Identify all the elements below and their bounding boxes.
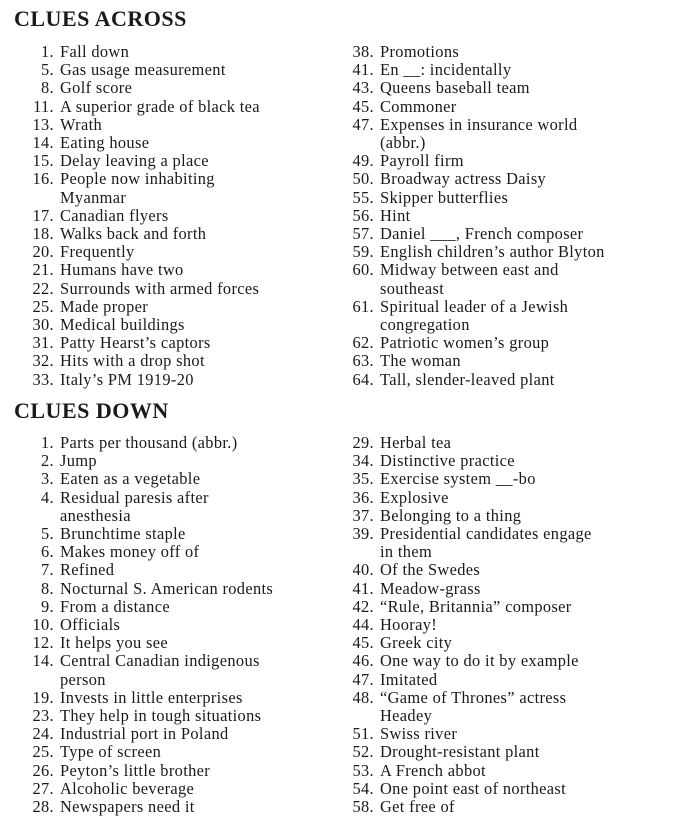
- clue-number: 12.: [32, 633, 54, 653]
- clue-number: 29.: [352, 433, 374, 452]
- clue-text-continuation: congregation: [380, 315, 470, 335]
- clue-number: 43.: [352, 78, 374, 98]
- clue-number: 14.: [32, 651, 54, 671]
- clue-text: Exercise system __-bo: [380, 469, 536, 489]
- clue-number: 19.: [32, 687, 54, 707]
- clue-text: En __: incidentally: [380, 60, 512, 80]
- clue-number: 16.: [32, 169, 54, 189]
- clue-item: [336, 116, 605, 134]
- clue-text: Commoner: [380, 96, 457, 116]
- clue-text: Promotions: [380, 42, 460, 61]
- clue-item: [12, 452, 273, 470]
- clue-text: It helps you see: [60, 633, 169, 653]
- clue-item: [12, 79, 260, 97]
- clue-item: [336, 371, 605, 389]
- clue-item: [12, 134, 260, 152]
- clue-number: 55.: [352, 187, 374, 207]
- clue-text: Parts per thousand (abbr.): [60, 433, 238, 452]
- clue-number: 24.: [32, 724, 54, 744]
- clue-number: 61.: [352, 296, 374, 316]
- clue-text: Belonging to a thing: [380, 505, 522, 525]
- clue-number: 21.: [32, 260, 54, 280]
- down-clues-left-column: [12, 434, 273, 816]
- clue-text: Newspapers need it: [60, 797, 195, 817]
- clue-number: 25.: [32, 296, 54, 316]
- clue-item: [336, 652, 592, 670]
- clue-text-continuation: southeast: [380, 278, 445, 298]
- clue-item: [12, 689, 273, 707]
- clue-number: 41.: [352, 578, 374, 598]
- clue-item: [336, 61, 605, 79]
- clue-number: 38.: [352, 42, 374, 61]
- clue-text: Invests in little enterprises: [60, 687, 243, 707]
- clue-number: 64.: [352, 369, 374, 389]
- clue-item: [336, 352, 605, 370]
- clue-number: 3.: [41, 469, 54, 489]
- clue-text: Queens baseball team: [380, 78, 530, 98]
- clue-text: Patty Hearst’s captors: [60, 333, 211, 353]
- clue-item: [12, 116, 260, 134]
- clue-item: [336, 189, 605, 207]
- clue-number: 8.: [41, 578, 54, 598]
- clue-number: 36.: [352, 487, 374, 507]
- clue-number: 9.: [41, 596, 54, 616]
- clue-text-continuation: Headey: [380, 706, 433, 726]
- clue-number: 5.: [41, 524, 54, 544]
- clue-item: [12, 225, 260, 243]
- clue-item: [336, 243, 605, 261]
- clue-text: English children’s author Blyton: [380, 242, 605, 262]
- clue-text: Golf score: [60, 78, 133, 98]
- clue-text: One way to do it by example: [380, 651, 579, 671]
- clue-item: [12, 207, 260, 225]
- clue-item: [336, 152, 605, 170]
- clue-number: 59.: [352, 242, 374, 262]
- clue-text: They help in tough situations: [60, 706, 262, 726]
- clue-text: Humans have two: [60, 260, 184, 280]
- clue-text: Skipper butterflies: [380, 187, 509, 207]
- clue-text: Central Canadian indigenous: [60, 651, 260, 671]
- clue-item: [336, 452, 592, 470]
- clue-item: [336, 225, 605, 243]
- clue-text: Frequently: [60, 242, 135, 262]
- clue-number: 34.: [352, 451, 374, 471]
- clue-item: [336, 334, 605, 352]
- clue-number: 13.: [32, 114, 54, 134]
- clue-item: [12, 598, 273, 616]
- clue-number: 35.: [352, 469, 374, 489]
- clue-text: Get free of: [380, 797, 455, 817]
- clue-number: 58.: [352, 797, 374, 817]
- clue-number: 20.: [32, 242, 54, 262]
- clue-item: [12, 98, 260, 116]
- clue-text-continuation: Myanmar: [60, 187, 127, 207]
- clue-item: [12, 298, 260, 316]
- clue-text: Presidential candidates engage: [380, 524, 592, 544]
- across-clues-right-column: [336, 43, 605, 389]
- clue-item: [336, 170, 605, 188]
- clue-number: 17.: [32, 205, 54, 225]
- clue-number: 1.: [41, 42, 54, 61]
- clue-number: 60.: [352, 260, 374, 280]
- clue-number: 51.: [352, 724, 374, 744]
- clue-number: 42.: [352, 596, 374, 616]
- clue-number: 32.: [32, 351, 54, 371]
- clue-item: [12, 334, 260, 352]
- clue-text: Jump: [60, 451, 97, 471]
- clue-item: [12, 707, 273, 725]
- clue-number: 40.: [352, 560, 374, 580]
- clue-number: 45.: [352, 633, 374, 653]
- clue-number: 11.: [33, 96, 54, 116]
- clue-item: [336, 725, 592, 743]
- clue-item: [336, 434, 592, 452]
- clue-text: “Rule, Britannia” composer: [380, 596, 572, 616]
- clue-number: 47.: [352, 669, 374, 689]
- clue-text: Industrial port in Poland: [60, 724, 229, 744]
- clue-item: [336, 470, 592, 488]
- clue-text: Payroll firm: [380, 151, 464, 171]
- clue-item: [12, 489, 273, 507]
- clue-item: [336, 79, 605, 97]
- clue-item: [336, 561, 592, 579]
- clue-text: Spiritual leader of a Jewish: [380, 296, 569, 316]
- clue-text: Canadian flyers: [60, 205, 169, 225]
- clue-number: 26.: [32, 760, 54, 780]
- clue-item: [336, 298, 605, 316]
- clue-number: 7.: [41, 560, 54, 580]
- clue-item: [12, 525, 273, 543]
- clue-number: 39.: [352, 524, 374, 544]
- clue-text: Eaten as a vegetable: [60, 469, 201, 489]
- clue-item: [12, 61, 260, 79]
- clue-text: Broadway actress Daisy: [380, 169, 547, 189]
- clue-text: Walks back and forth: [60, 224, 207, 244]
- clue-number: 50.: [352, 169, 374, 189]
- clue-item: [12, 543, 273, 561]
- clue-item: [336, 743, 592, 761]
- clue-text: A French abbot: [380, 760, 486, 780]
- clue-item: [336, 671, 592, 689]
- clue-text: Alcoholic beverage: [60, 778, 195, 798]
- clue-number: 52.: [352, 742, 374, 762]
- clue-text: Of the Swedes: [380, 560, 481, 580]
- clue-text: Tall, slender-leaved plant: [380, 369, 555, 389]
- clue-number: 1.: [41, 433, 54, 452]
- clue-item: [12, 580, 273, 598]
- clue-item: [12, 762, 273, 780]
- clue-text: Hint: [380, 205, 411, 225]
- clue-item: [12, 743, 273, 761]
- clue-number: 30.: [32, 315, 54, 335]
- clue-text: Delay leaving a place: [60, 151, 209, 171]
- clue-number: 10.: [32, 615, 54, 635]
- clue-item: [336, 525, 592, 543]
- clue-text: Eating house: [60, 133, 150, 153]
- clue-number: 57.: [352, 224, 374, 244]
- clue-item: [12, 780, 273, 798]
- clue-text: Imitated: [380, 669, 438, 689]
- clue-text-continuation: in them: [380, 542, 433, 562]
- clue-number: 46.: [352, 651, 374, 671]
- clue-item: [12, 652, 273, 670]
- clue-text: The woman: [380, 351, 461, 371]
- clue-number: 31.: [32, 333, 54, 353]
- clue-item: [336, 489, 592, 507]
- clue-text: Officials: [60, 615, 121, 635]
- clue-text: Patriotic women’s group: [380, 333, 550, 353]
- clue-text: Residual paresis after: [60, 487, 209, 507]
- across-clues-left-column: [12, 43, 260, 389]
- clue-text: People now inhabiting: [60, 169, 215, 189]
- clue-number: 18.: [32, 224, 54, 244]
- clue-item: [12, 152, 260, 170]
- clue-number: 44.: [352, 615, 374, 635]
- clue-text: Greek city: [380, 633, 453, 653]
- clue-item: [12, 470, 273, 488]
- clue-text-continuation: (abbr.): [380, 133, 426, 153]
- clue-item: [336, 43, 605, 61]
- clue-item: [336, 207, 605, 225]
- clue-text: Swiss river: [380, 724, 458, 744]
- clue-number: 4.: [41, 487, 54, 507]
- clue-text: Expenses in insurance world: [380, 114, 578, 134]
- clue-item: [12, 261, 260, 279]
- clue-item: [12, 43, 260, 61]
- down-clues-right-column: [336, 434, 592, 816]
- clue-text: Explosive: [380, 487, 449, 507]
- clue-item: [336, 780, 592, 798]
- clue-number: 56.: [352, 205, 374, 225]
- clue-item: [12, 371, 260, 389]
- clue-text: Surrounds with armed forces: [60, 278, 260, 298]
- clue-number: 45.: [352, 96, 374, 116]
- clue-item: [336, 689, 592, 707]
- clue-item: [12, 280, 260, 298]
- clue-item: [336, 580, 592, 598]
- clue-item: [336, 598, 592, 616]
- clue-item: [336, 634, 592, 652]
- clue-item: [336, 616, 592, 634]
- clue-item: [336, 98, 605, 116]
- clue-number: 2.: [41, 451, 54, 471]
- clue-number: 5.: [41, 60, 54, 80]
- clue-item: [12, 634, 273, 652]
- clue-item: [12, 561, 273, 579]
- clue-number: 23.: [32, 706, 54, 726]
- clue-text: Brunchtime staple: [60, 524, 186, 544]
- clue-text: One point east of northeast: [380, 778, 567, 798]
- clue-item: [12, 170, 260, 188]
- clue-text: Peyton’s little brother: [60, 760, 211, 780]
- clue-text: Meadow-grass: [380, 578, 481, 598]
- clue-text: From a distance: [60, 596, 170, 616]
- clue-number: 28.: [32, 797, 54, 817]
- clue-number: 6.: [41, 542, 54, 562]
- clue-item: [12, 316, 260, 334]
- clue-text: Refined: [60, 560, 115, 580]
- clue-number: 8.: [41, 78, 54, 98]
- clue-text: Distinctive practice: [380, 451, 515, 471]
- clue-text: Wrath: [60, 114, 103, 134]
- clue-item: [336, 507, 592, 525]
- clue-number: 63.: [352, 351, 374, 371]
- clues-across-heading: CLUES ACROSS: [14, 6, 187, 31]
- clue-number: 33.: [32, 369, 54, 389]
- clue-text-continuation: person: [60, 669, 106, 689]
- clue-number: 27.: [32, 778, 54, 798]
- clue-text: Drought-resistant plant: [380, 742, 540, 762]
- clue-number: 14.: [32, 133, 54, 153]
- clue-text: Italy’s PM 1919-20: [60, 369, 194, 389]
- clue-number: 49.: [352, 151, 374, 171]
- clue-text: A superior grade of black tea: [60, 96, 260, 116]
- clue-text: Type of screen: [60, 742, 162, 762]
- clue-number: 47.: [352, 114, 374, 134]
- clue-number: 25.: [32, 742, 54, 762]
- clue-text: “Game of Thrones” actress: [380, 687, 567, 707]
- clue-number: 41.: [352, 60, 374, 80]
- clue-text-continuation: anesthesia: [60, 505, 131, 525]
- clue-item: [12, 616, 273, 634]
- clue-number: 53.: [352, 760, 374, 780]
- clue-item: [12, 725, 273, 743]
- clue-text: Fall down: [60, 42, 130, 61]
- clue-text: Medical buildings: [60, 315, 185, 335]
- clue-number: 15.: [32, 151, 54, 171]
- clue-text: Herbal tea: [380, 433, 452, 452]
- clue-item: [336, 762, 592, 780]
- clue-number: 62.: [352, 333, 374, 353]
- clue-text: Nocturnal S. American rodents: [60, 578, 274, 598]
- clue-item: [12, 243, 260, 261]
- clue-text: Made proper: [60, 296, 149, 316]
- clue-number: 48.: [352, 687, 374, 707]
- clue-text: Hooray!: [380, 615, 438, 635]
- clue-item: [336, 261, 605, 279]
- clue-item: [12, 352, 260, 370]
- clue-item: [12, 434, 273, 452]
- clue-number: 54.: [352, 778, 374, 798]
- clue-text: Hits with a drop shot: [60, 351, 205, 371]
- clue-text: Gas usage measurement: [60, 60, 226, 80]
- clue-text: Makes money off of: [60, 542, 200, 562]
- clue-number: 37.: [352, 505, 374, 525]
- clue-text: Daniel ___, French composer: [380, 224, 584, 244]
- clues-down-heading: CLUES DOWN: [14, 398, 169, 423]
- clue-item: [12, 798, 273, 816]
- clue-item: [336, 798, 592, 816]
- clue-text: Midway between east and: [380, 260, 559, 280]
- clue-number: 22.: [32, 278, 54, 298]
